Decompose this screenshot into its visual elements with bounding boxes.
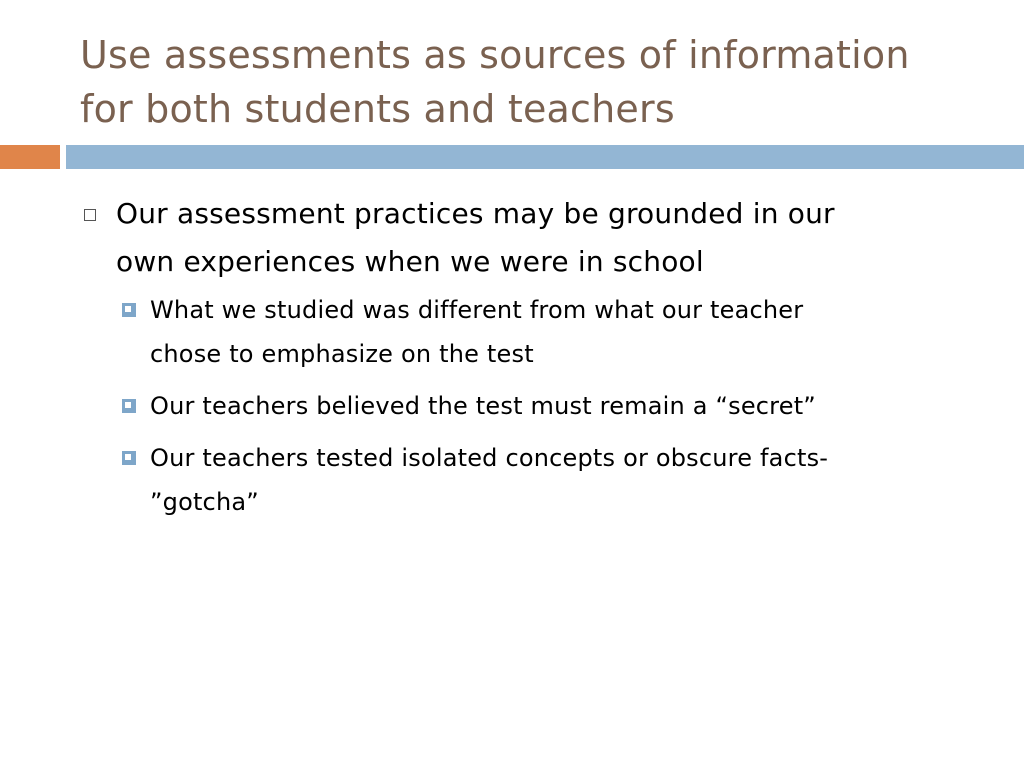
square-bullet-icon [122, 303, 136, 317]
square-bullet-icon [122, 451, 136, 465]
hollow-square-bullet-icon [84, 209, 96, 221]
title-divider-accent [0, 145, 60, 169]
slide-title-line-2: for both students and teachers [80, 87, 675, 131]
sub-bullet-1-line-2: chose to emphasize on the test [150, 340, 534, 368]
sub-bullet-2 [118, 384, 982, 428]
sub-bullet-1-line-1: What we studied was different from what our teacher [150, 296, 804, 324]
bullet-text-line-2: own experiences when we were in school [116, 245, 704, 278]
sub-bullet-2-line-1: Our teachers believed the test must remain a “secret” [150, 392, 816, 420]
sub-bullet-1 [118, 288, 982, 376]
sub-bullet-3-line-1: Our teachers tested isolated concepts or obscure facts- [150, 444, 829, 472]
square-bullet-icon [122, 399, 136, 413]
bullet-text-line-1: Our assessment practices may be grounded in our [116, 197, 835, 230]
slide-title-line-1: Use assessments as sources of information [80, 33, 910, 77]
sub-bullet-3 [118, 436, 982, 524]
slide-title [80, 28, 980, 136]
slide-body [82, 190, 982, 532]
sub-bullet-3-line-2: ”gotcha” [150, 488, 259, 516]
sub-bullet-list [118, 288, 982, 524]
title-divider-bar [66, 145, 1024, 169]
bullet-level1 [82, 190, 982, 286]
